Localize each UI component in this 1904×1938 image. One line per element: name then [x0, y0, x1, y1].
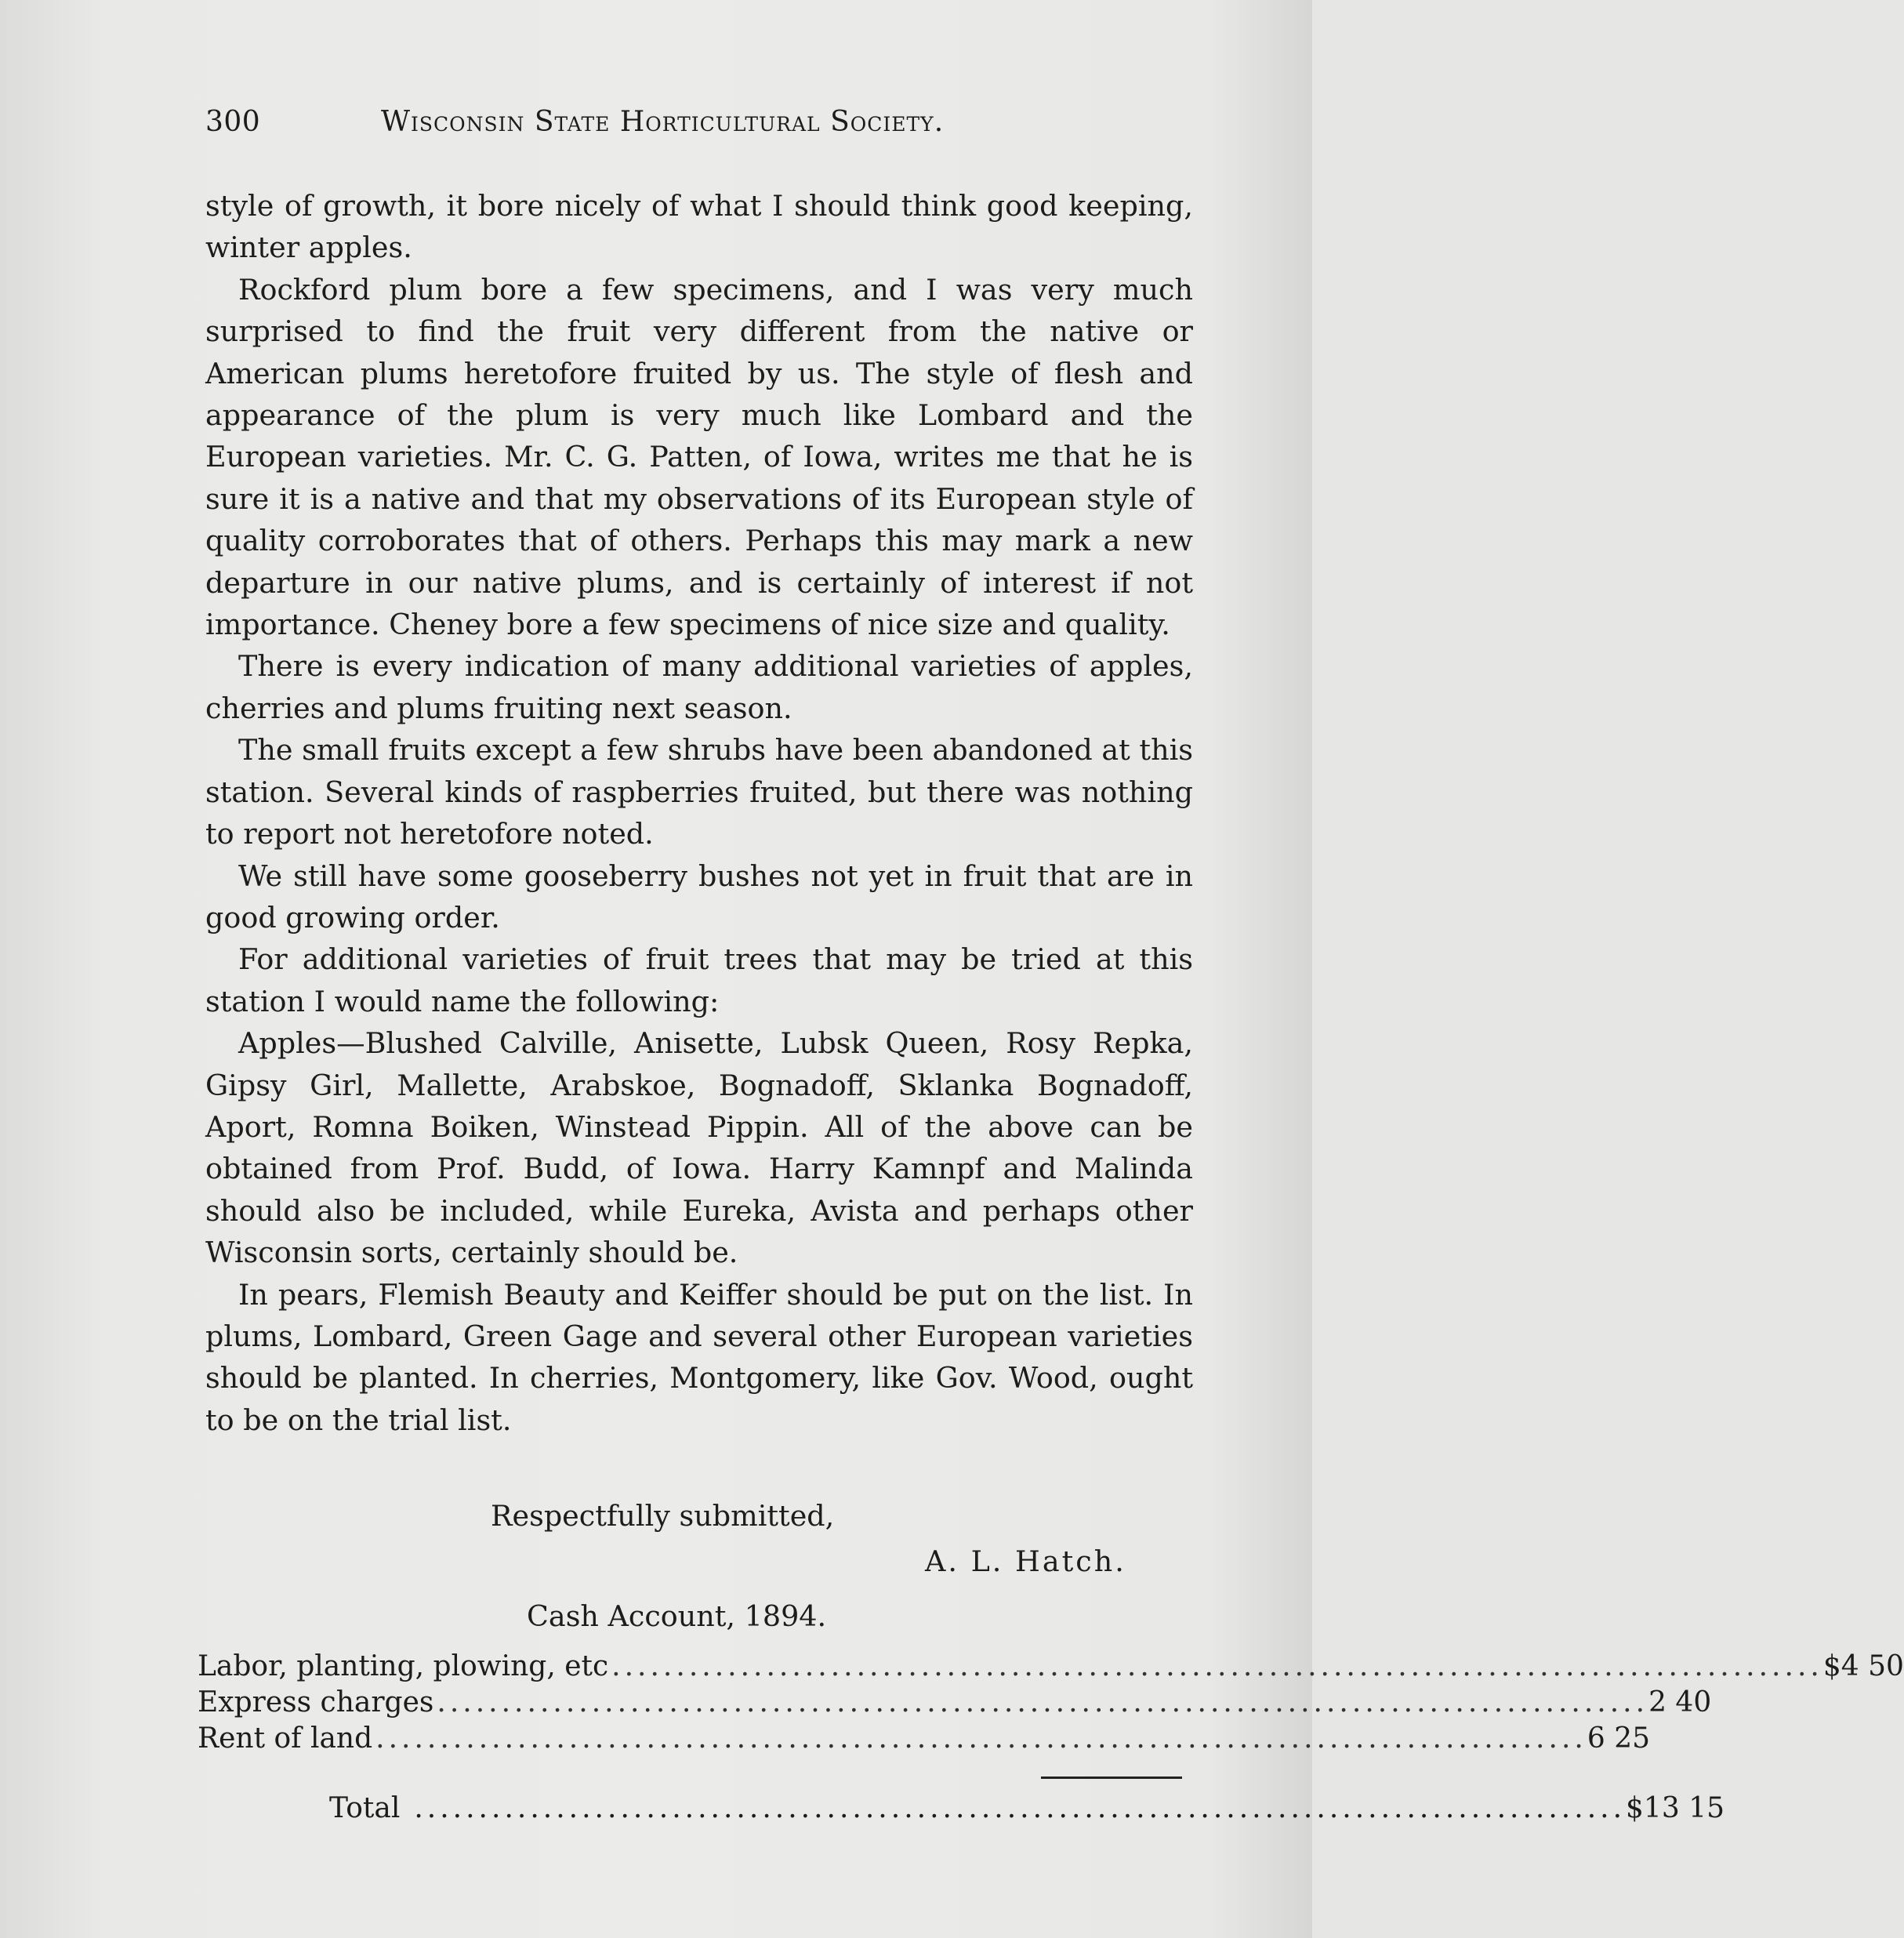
ledger-row — [198, 1718, 1650, 1755]
cash-account-ledger — [198, 1646, 1904, 1755]
dot-leader: .............................................................................................. — [375, 1722, 1587, 1755]
dot-leader: .............................................................................................. — [611, 1650, 1823, 1682]
dot-leader: .............................................................................................. — [414, 1792, 1627, 1824]
paragraph-gooseberry: We still have some gooseberry bushes not yet in fruit that are in good growing order. — [205, 858, 1193, 935]
cash-account-title: Cash Account, 1894. — [527, 1599, 827, 1633]
dot-leader: .............................................................................................. — [437, 1686, 1649, 1718]
ledger-row — [198, 1646, 1904, 1682]
signature: A. L. Hatch. — [925, 1544, 1126, 1578]
ledger-row-amount: 6 25 — [1587, 1722, 1650, 1755]
total-rule — [1041, 1776, 1182, 1779]
ledger-row-amount: 2 40 — [1648, 1686, 1712, 1718]
ledger-row-label: Express charges — [198, 1686, 434, 1718]
running-title: Wisconsin State Horticultural Society. — [381, 106, 945, 138]
paragraph-pears-plums-cherries: In pears, Flemish Beauty and Keiffer should be put on the list. In plums, Lombard, Green Gage and several other European varieties should be planted. In cherries, Montgomery, like Gov. Wood, ought to be on the trial list. — [205, 1277, 1193, 1437]
paragraph-small-fruits: The small fruits except a few shrubs have been abandoned at this station. Several kinds of raspberries fruited, but there was nothing to report not heretofore noted. — [205, 733, 1193, 851]
ledger-total-row — [329, 1792, 1724, 1824]
paragraph-recommendations-intro: For additional varieties of fruit trees that may be tried at this station I would name the following: — [205, 942, 1193, 1018]
ledger-total-amount: $13 15 — [1626, 1792, 1724, 1824]
ledger-total-label: Total — [329, 1792, 401, 1824]
paragraph-additional-varieties: There is every indication of many additional varieties of apples, cherries and plums fruiting next season. — [205, 649, 1193, 725]
ledger-row-label: Rent of land — [198, 1722, 373, 1755]
page-header — [205, 106, 1036, 145]
signoff: Respectfully submitted, — [491, 1499, 835, 1533]
ledger-row — [198, 1682, 1712, 1718]
ledger-row-amount: $4 50 — [1822, 1650, 1904, 1682]
ledger-row-label: Labor, planting, plowing, etc — [198, 1650, 609, 1682]
paragraph-rockford-plum: Rockford plum bore a few specimens, and I was very much surprised to find the fruit very different from the native or American plums heretofore fruited by us. The style of flesh and appearance of the plum is very much like Lombard and the European varieties. Mr. C. G. Patten, of Iowa, writes me that he is sure it is a native and that my observations of its European style of quality corroborates that of others. Perhaps this may mark a new departure in our native plums, and is certainly of interest if not importance. Cheney bore a few specimens of nice size and quality. — [205, 272, 1193, 642]
paragraph-continuation: style of growth, it bore nicely of what I should think good keeping, winter apples. — [205, 189, 1193, 265]
body-text — [205, 185, 1193, 1441]
page-number: 300 — [205, 106, 261, 138]
paragraph-apples-list: Apples—Blushed Calville, Anisette, Lubsk Queen, Rosy Repka, Gipsy Girl, Mallette, Arabskoe, Bognadoff, Sklanka Bognadoff, Aport, Romna Boiken, Winstead Pippin. All of the above can be obtained from Prof. Budd, of Iowa. Harry Kamnpf and Malinda should also be included, while Eureka, Avista and perhaps other Wisconsin sorts, certainly should be. — [205, 1026, 1193, 1270]
